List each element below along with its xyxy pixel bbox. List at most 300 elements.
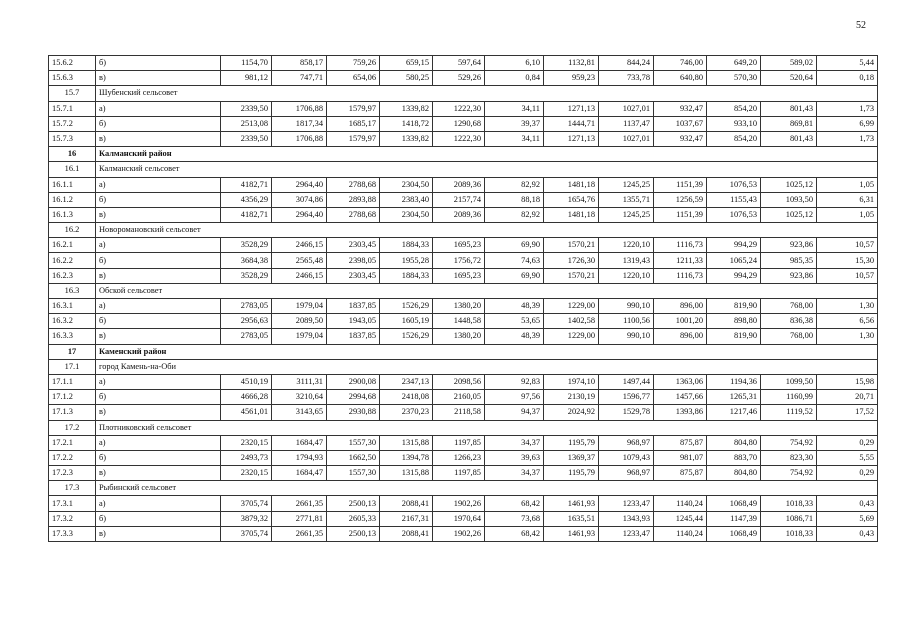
- value-cell: 68,42: [485, 526, 544, 541]
- value-cell: 5,69: [817, 511, 878, 526]
- value-cell: 1380,20: [433, 299, 485, 314]
- table-row: [49, 496, 878, 511]
- table-row: [49, 466, 878, 481]
- value-cell: 981,07: [654, 450, 707, 465]
- value-cell: 1684,47: [272, 435, 327, 450]
- value-cell: 1481,18: [544, 207, 599, 222]
- value-cell: 0,43: [817, 496, 878, 511]
- value-cell: 1380,20: [433, 329, 485, 344]
- page-number: 52: [856, 20, 866, 31]
- value-cell: 1684,47: [272, 466, 327, 481]
- value-cell: 804,80: [707, 466, 761, 481]
- value-cell: 898,80: [707, 314, 761, 329]
- row-code: 16.3.2: [49, 314, 96, 329]
- section-title: Калманский сельсовет: [96, 162, 878, 177]
- value-cell: 3111,31: [272, 374, 327, 389]
- value-cell: 1596,77: [599, 390, 654, 405]
- value-cell: 1068,49: [707, 526, 761, 541]
- row-code: 16.1: [49, 162, 96, 177]
- table-row: [49, 511, 878, 526]
- value-cell: 520,64: [761, 71, 817, 86]
- row-code: 16.1.2: [49, 192, 96, 207]
- table-row: [49, 192, 878, 207]
- value-cell: 985,35: [761, 253, 817, 268]
- value-cell: 1343,93: [599, 511, 654, 526]
- value-cell: 1027,01: [599, 101, 654, 116]
- value-cell: 1,30: [817, 299, 878, 314]
- value-cell: 1756,72: [433, 253, 485, 268]
- value-cell: 854,20: [707, 131, 761, 146]
- row-code: 15.7: [49, 86, 96, 101]
- value-cell: 1076,53: [707, 207, 761, 222]
- value-cell: 1147,39: [707, 511, 761, 526]
- value-cell: 34,37: [485, 466, 544, 481]
- value-cell: 15,98: [817, 374, 878, 389]
- row-code: 15.7.3: [49, 131, 96, 146]
- value-cell: 68,42: [485, 496, 544, 511]
- value-cell: 0,84: [485, 71, 544, 86]
- row-variant: б): [96, 253, 221, 268]
- value-cell: 1461,93: [544, 526, 599, 541]
- section-title: Шубенский сельсовет: [96, 86, 878, 101]
- value-cell: 2964,40: [272, 177, 327, 192]
- row-code: 15.6.3: [49, 71, 96, 86]
- value-cell: 1160,99: [761, 390, 817, 405]
- value-cell: 1444,71: [544, 116, 599, 131]
- value-cell: 896,00: [654, 299, 707, 314]
- value-cell: 2303,45: [327, 268, 380, 283]
- value-cell: 1132,81: [544, 56, 599, 71]
- section-title: Обской сельсовет: [96, 283, 878, 298]
- section-title: Рыбинский сельсовет: [96, 481, 878, 496]
- value-cell: 4182,71: [221, 207, 272, 222]
- value-cell: 659,15: [380, 56, 433, 71]
- value-cell: 2661,35: [272, 496, 327, 511]
- row-code: 15.7.2: [49, 116, 96, 131]
- value-cell: 1837,85: [327, 299, 380, 314]
- region-title: Калманский район: [96, 147, 878, 162]
- value-cell: 2956,63: [221, 314, 272, 329]
- value-cell: 819,90: [707, 299, 761, 314]
- table-row: [49, 131, 878, 146]
- row-variant: в): [96, 329, 221, 344]
- value-cell: 2088,41: [380, 526, 433, 541]
- value-cell: 1140,24: [654, 526, 707, 541]
- value-cell: 1319,43: [599, 253, 654, 268]
- value-cell: 20,71: [817, 390, 878, 405]
- value-cell: 5,44: [817, 56, 878, 71]
- row-code: 16.2.3: [49, 268, 96, 283]
- value-cell: 2493,73: [221, 450, 272, 465]
- value-cell: 1001,20: [654, 314, 707, 329]
- table-row: [49, 268, 878, 283]
- value-cell: 1,30: [817, 329, 878, 344]
- value-cell: 82,92: [485, 207, 544, 222]
- value-cell: 959,23: [544, 71, 599, 86]
- row-variant: а): [96, 238, 221, 253]
- value-cell: 1197,85: [433, 466, 485, 481]
- value-cell: 1076,53: [707, 177, 761, 192]
- value-cell: 1271,13: [544, 131, 599, 146]
- value-cell: 92,83: [485, 374, 544, 389]
- row-code: 16.3: [49, 283, 96, 298]
- table-row: [49, 526, 878, 541]
- value-cell: 836,38: [761, 314, 817, 329]
- value-cell: 1339,82: [380, 101, 433, 116]
- section-title: Плотниковский сельсовет: [96, 420, 878, 435]
- table-row: [49, 101, 878, 116]
- value-cell: 754,92: [761, 466, 817, 481]
- value-cell: 2118,58: [433, 405, 485, 420]
- value-cell: 2513,08: [221, 116, 272, 131]
- table-row: [49, 435, 878, 450]
- value-cell: 1233,47: [599, 496, 654, 511]
- value-cell: 1817,34: [272, 116, 327, 131]
- value-cell: 1100,56: [599, 314, 654, 329]
- value-cell: 1529,78: [599, 405, 654, 420]
- section-header-row: [49, 420, 878, 435]
- row-code: 16.2: [49, 223, 96, 238]
- row-code: 17.3.3: [49, 526, 96, 541]
- value-cell: 1557,30: [327, 435, 380, 450]
- row-code: 17: [49, 344, 96, 359]
- value-cell: 1116,73: [654, 238, 707, 253]
- value-cell: 1461,93: [544, 496, 599, 511]
- value-cell: 1245,25: [599, 177, 654, 192]
- value-cell: 1979,04: [272, 299, 327, 314]
- value-cell: 1025,12: [761, 207, 817, 222]
- value-cell: 990,10: [599, 329, 654, 344]
- row-code: 17.1.1: [49, 374, 96, 389]
- row-code: 16.3.3: [49, 329, 96, 344]
- value-cell: 1418,72: [380, 116, 433, 131]
- value-cell: 4182,71: [221, 177, 272, 192]
- value-cell: 2383,40: [380, 192, 433, 207]
- table-row: [49, 390, 878, 405]
- value-cell: 1,05: [817, 207, 878, 222]
- value-cell: 1151,39: [654, 207, 707, 222]
- value-cell: 1037,67: [654, 116, 707, 131]
- value-cell: 968,97: [599, 435, 654, 450]
- value-cell: 990,10: [599, 299, 654, 314]
- value-cell: 1393,86: [654, 405, 707, 420]
- value-cell: 1154,70: [221, 56, 272, 71]
- value-cell: 1654,76: [544, 192, 599, 207]
- value-cell: 1220,10: [599, 268, 654, 283]
- value-cell: 1579,97: [327, 131, 380, 146]
- value-cell: 1197,85: [433, 435, 485, 450]
- value-cell: 2098,56: [433, 374, 485, 389]
- value-cell: 1116,73: [654, 268, 707, 283]
- value-cell: 1339,82: [380, 131, 433, 146]
- row-code: 17.2: [49, 420, 96, 435]
- section-header-row: [49, 359, 878, 374]
- value-cell: 1,73: [817, 131, 878, 146]
- value-cell: 6,56: [817, 314, 878, 329]
- value-cell: 4510,19: [221, 374, 272, 389]
- value-cell: 823,30: [761, 450, 817, 465]
- table-row: [49, 314, 878, 329]
- table-body: [49, 56, 878, 542]
- value-cell: 1970,64: [433, 511, 485, 526]
- value-cell: 2370,23: [380, 405, 433, 420]
- value-cell: 1086,71: [761, 511, 817, 526]
- value-cell: 2418,08: [380, 390, 433, 405]
- value-cell: 1025,12: [761, 177, 817, 192]
- value-cell: 2089,36: [433, 177, 485, 192]
- value-cell: 2320,15: [221, 466, 272, 481]
- table-row: [49, 71, 878, 86]
- section-header-row: [49, 481, 878, 496]
- value-cell: 2565,48: [272, 253, 327, 268]
- value-cell: 2893,88: [327, 192, 380, 207]
- value-cell: 1497,44: [599, 374, 654, 389]
- value-cell: 801,43: [761, 101, 817, 116]
- value-cell: 1265,31: [707, 390, 761, 405]
- row-variant: в): [96, 466, 221, 481]
- value-cell: 801,43: [761, 131, 817, 146]
- value-cell: 0,29: [817, 435, 878, 450]
- value-cell: 34,11: [485, 131, 544, 146]
- value-cell: 48,39: [485, 329, 544, 344]
- value-cell: 34,11: [485, 101, 544, 116]
- value-cell: 1093,50: [761, 192, 817, 207]
- row-variant: б): [96, 450, 221, 465]
- value-cell: 1099,50: [761, 374, 817, 389]
- value-cell: 88,18: [485, 192, 544, 207]
- value-cell: 1526,29: [380, 329, 433, 344]
- value-cell: 1,73: [817, 101, 878, 116]
- row-code: 16.1.3: [49, 207, 96, 222]
- value-cell: 82,92: [485, 177, 544, 192]
- value-cell: 2994,68: [327, 390, 380, 405]
- value-cell: 1695,23: [433, 238, 485, 253]
- value-cell: 2500,13: [327, 526, 380, 541]
- value-cell: 2339,50: [221, 101, 272, 116]
- value-cell: 1018,33: [761, 526, 817, 541]
- value-cell: 1137,47: [599, 116, 654, 131]
- row-variant: в): [96, 131, 221, 146]
- value-cell: 2500,13: [327, 496, 380, 511]
- value-cell: 3210,64: [272, 390, 327, 405]
- value-cell: 2167,31: [380, 511, 433, 526]
- value-cell: 2900,08: [327, 374, 380, 389]
- value-cell: 2130,19: [544, 390, 599, 405]
- value-cell: 875,87: [654, 435, 707, 450]
- value-cell: 1884,33: [380, 268, 433, 283]
- row-variant: а): [96, 299, 221, 314]
- row-code: 17.2.1: [49, 435, 96, 450]
- value-cell: 1027,01: [599, 131, 654, 146]
- value-cell: 1943,05: [327, 314, 380, 329]
- value-cell: 74,63: [485, 253, 544, 268]
- row-variant: а): [96, 435, 221, 450]
- value-cell: 3528,29: [221, 268, 272, 283]
- row-code: 17.3.1: [49, 496, 96, 511]
- value-cell: 2466,15: [272, 268, 327, 283]
- value-cell: 1271,13: [544, 101, 599, 116]
- value-cell: 1068,49: [707, 496, 761, 511]
- table-row: [49, 299, 878, 314]
- value-cell: 1369,37: [544, 450, 599, 465]
- value-cell: 570,30: [707, 71, 761, 86]
- value-cell: 0,29: [817, 466, 878, 481]
- value-cell: 1794,93: [272, 450, 327, 465]
- value-cell: 34,37: [485, 435, 544, 450]
- table-row: [49, 177, 878, 192]
- value-cell: 69,90: [485, 238, 544, 253]
- value-cell: 733,78: [599, 71, 654, 86]
- row-variant: б): [96, 56, 221, 71]
- value-cell: 883,70: [707, 450, 761, 465]
- row-variant: а): [96, 177, 221, 192]
- value-cell: 3705,74: [221, 526, 272, 541]
- row-variant: б): [96, 511, 221, 526]
- value-cell: 1119,52: [761, 405, 817, 420]
- value-cell: 15,30: [817, 253, 878, 268]
- value-cell: 1217,46: [707, 405, 761, 420]
- value-cell: 932,47: [654, 101, 707, 116]
- value-cell: 1526,29: [380, 299, 433, 314]
- row-code: 15.6.2: [49, 56, 96, 71]
- row-code: 17.2.3: [49, 466, 96, 481]
- value-cell: 2771,81: [272, 511, 327, 526]
- value-cell: 1140,24: [654, 496, 707, 511]
- value-cell: 1570,21: [544, 268, 599, 283]
- value-cell: 4666,28: [221, 390, 272, 405]
- value-cell: 1902,26: [433, 526, 485, 541]
- section-header-row: [49, 223, 878, 238]
- value-cell: 1394,78: [380, 450, 433, 465]
- row-code: 16.2.1: [49, 238, 96, 253]
- row-variant: б): [96, 314, 221, 329]
- value-cell: 2024,92: [544, 405, 599, 420]
- table-row: [49, 56, 878, 71]
- row-code: 16.2.2: [49, 253, 96, 268]
- value-cell: 804,80: [707, 435, 761, 450]
- table-row: [49, 405, 878, 420]
- value-cell: 923,86: [761, 268, 817, 283]
- value-cell: 2304,50: [380, 177, 433, 192]
- value-cell: 2347,13: [380, 374, 433, 389]
- row-variant: б): [96, 116, 221, 131]
- value-cell: 1256,59: [654, 192, 707, 207]
- value-cell: 1979,04: [272, 329, 327, 344]
- row-variant: в): [96, 207, 221, 222]
- row-code: 17.1.2: [49, 390, 96, 405]
- value-cell: 1290,68: [433, 116, 485, 131]
- row-code: 17.3: [49, 481, 96, 496]
- value-cell: 1355,71: [599, 192, 654, 207]
- section-header-row: [49, 162, 878, 177]
- value-cell: 932,47: [654, 131, 707, 146]
- value-cell: 981,12: [221, 71, 272, 86]
- row-code: 17.3.2: [49, 511, 96, 526]
- value-cell: 94,37: [485, 405, 544, 420]
- value-cell: 589,02: [761, 56, 817, 71]
- value-cell: 1695,23: [433, 268, 485, 283]
- value-cell: 1579,97: [327, 101, 380, 116]
- value-cell: 1245,44: [654, 511, 707, 526]
- value-cell: 17,52: [817, 405, 878, 420]
- row-code: 16.1.1: [49, 177, 96, 192]
- value-cell: 2304,50: [380, 207, 433, 222]
- row-code: 17.1: [49, 359, 96, 374]
- value-cell: 858,17: [272, 56, 327, 71]
- value-cell: 48,39: [485, 299, 544, 314]
- table-row: [49, 450, 878, 465]
- value-cell: 1266,23: [433, 450, 485, 465]
- value-cell: 1079,43: [599, 450, 654, 465]
- value-cell: 1211,33: [654, 253, 707, 268]
- value-cell: 854,20: [707, 101, 761, 116]
- value-cell: 1194,36: [707, 374, 761, 389]
- value-cell: 3879,32: [221, 511, 272, 526]
- value-cell: 597,64: [433, 56, 485, 71]
- value-cell: 2964,40: [272, 207, 327, 222]
- row-variant: а): [96, 101, 221, 116]
- row-variant: в): [96, 268, 221, 283]
- value-cell: 1018,33: [761, 496, 817, 511]
- value-cell: 1245,25: [599, 207, 654, 222]
- value-cell: 1,05: [817, 177, 878, 192]
- value-cell: 1706,88: [272, 131, 327, 146]
- value-cell: 1974,10: [544, 374, 599, 389]
- value-cell: 6,99: [817, 116, 878, 131]
- value-cell: 2783,05: [221, 299, 272, 314]
- value-cell: 1955,28: [380, 253, 433, 268]
- value-cell: 649,20: [707, 56, 761, 71]
- value-cell: 1706,88: [272, 101, 327, 116]
- value-cell: 1448,58: [433, 314, 485, 329]
- value-cell: 968,97: [599, 466, 654, 481]
- row-variant: в): [96, 405, 221, 420]
- value-cell: 654,06: [327, 71, 380, 86]
- value-cell: 580,25: [380, 71, 433, 86]
- section-title: город Камень-на-Оби: [96, 359, 878, 374]
- value-cell: 1195,79: [544, 466, 599, 481]
- value-cell: 819,90: [707, 329, 761, 344]
- table-row: [49, 207, 878, 222]
- value-cell: 2089,50: [272, 314, 327, 329]
- value-cell: 2089,36: [433, 207, 485, 222]
- value-cell: 1151,39: [654, 177, 707, 192]
- value-cell: 1884,33: [380, 238, 433, 253]
- value-cell: 4356,29: [221, 192, 272, 207]
- value-cell: 923,86: [761, 238, 817, 253]
- row-code: 16.3.1: [49, 299, 96, 314]
- value-cell: 39,37: [485, 116, 544, 131]
- value-cell: 4561,01: [221, 405, 272, 420]
- value-cell: 1222,30: [433, 131, 485, 146]
- value-cell: 1837,85: [327, 329, 380, 344]
- value-cell: 1570,21: [544, 238, 599, 253]
- value-cell: 3684,38: [221, 253, 272, 268]
- value-cell: 1726,30: [544, 253, 599, 268]
- value-cell: 6,31: [817, 192, 878, 207]
- value-cell: 1363,06: [654, 374, 707, 389]
- data-table: [48, 55, 878, 542]
- value-cell: 1685,17: [327, 116, 380, 131]
- value-cell: 2339,50: [221, 131, 272, 146]
- value-cell: 994,29: [707, 268, 761, 283]
- value-cell: 73,68: [485, 511, 544, 526]
- value-cell: 10,57: [817, 238, 878, 253]
- table-row: [49, 253, 878, 268]
- value-cell: 844,24: [599, 56, 654, 71]
- value-cell: 1457,66: [654, 390, 707, 405]
- row-variant: б): [96, 192, 221, 207]
